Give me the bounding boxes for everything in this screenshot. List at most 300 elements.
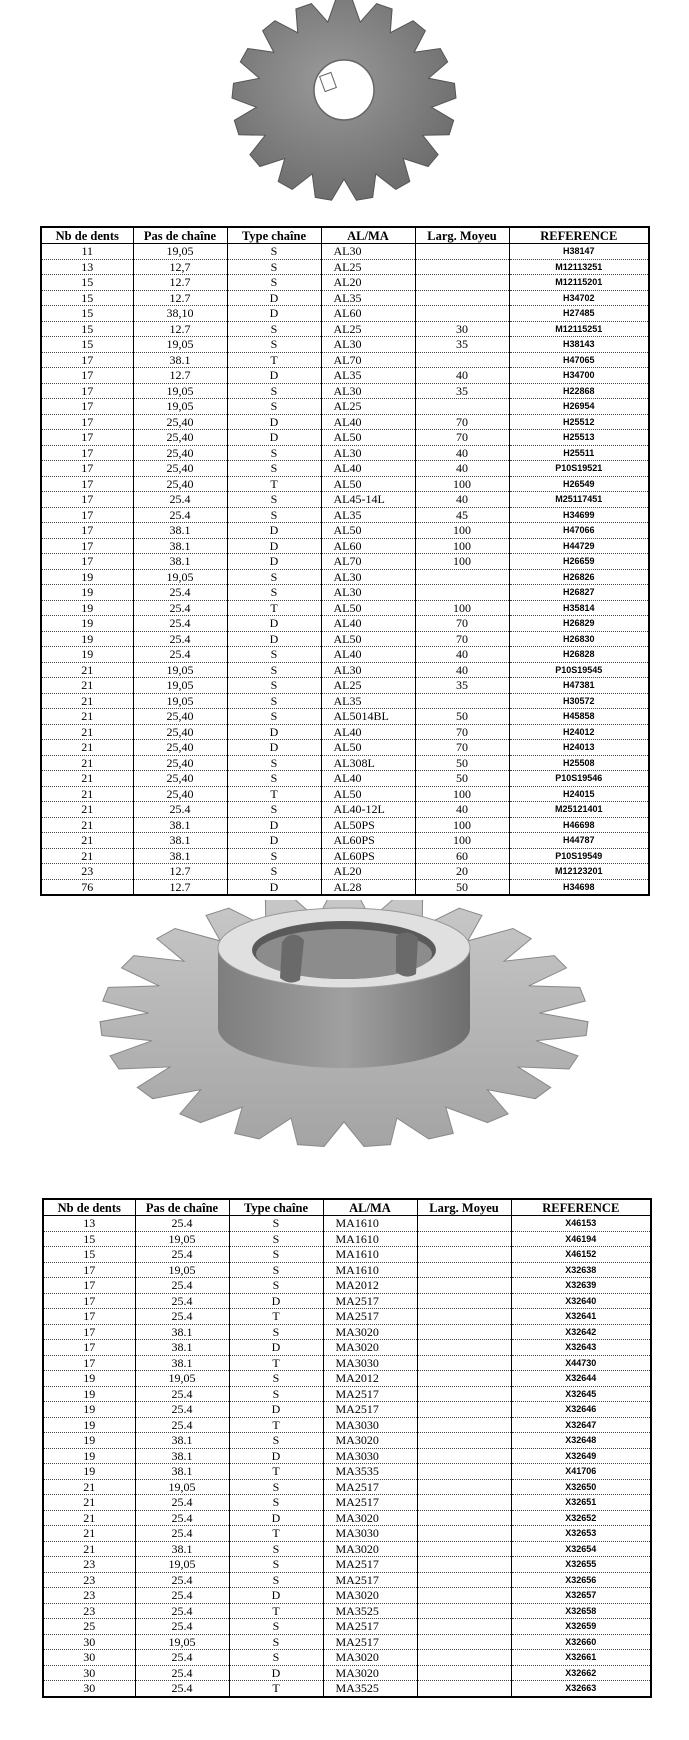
cell-hub-width bbox=[417, 1262, 511, 1278]
cell-chain-type: T bbox=[229, 1603, 323, 1619]
cell-al-ma: MA3020 bbox=[323, 1324, 417, 1340]
cell-chain-type: S bbox=[229, 1216, 323, 1232]
cell-teeth: 15 bbox=[41, 306, 133, 322]
cell-pitch: 12.7 bbox=[133, 368, 227, 384]
cell-al-ma: MA2012 bbox=[323, 1278, 417, 1294]
header-teeth: Nb de dents bbox=[41, 227, 133, 244]
cell-al-ma: AL50 bbox=[321, 430, 415, 446]
cell-reference: H25513 bbox=[509, 430, 649, 446]
cell-hub-width bbox=[417, 1588, 511, 1604]
table-row bbox=[41, 523, 649, 539]
cell-teeth: 23 bbox=[43, 1603, 135, 1619]
cell-chain-type: S bbox=[227, 802, 321, 818]
cell-pitch: 25.4 bbox=[135, 1665, 229, 1681]
table-row bbox=[41, 600, 649, 616]
cell-reference: X32639 bbox=[511, 1278, 651, 1294]
table-row bbox=[43, 1309, 651, 1325]
cell-pitch: 19,05 bbox=[133, 337, 227, 353]
table-row bbox=[41, 445, 649, 461]
cell-teeth: 17 bbox=[43, 1278, 135, 1294]
cell-hub-width: 30 bbox=[415, 321, 509, 337]
cell-pitch: 25.4 bbox=[135, 1603, 229, 1619]
cell-hub-width: 20 bbox=[415, 864, 509, 880]
cell-teeth: 19 bbox=[41, 569, 133, 585]
table-row bbox=[41, 647, 649, 663]
table-row bbox=[41, 693, 649, 709]
cell-al-ma: AL60 bbox=[321, 306, 415, 322]
cell-teeth: 23 bbox=[43, 1588, 135, 1604]
cell-hub-width: 70 bbox=[415, 724, 509, 740]
cell-chain-type: T bbox=[229, 1355, 323, 1371]
table-header-row bbox=[43, 1199, 651, 1216]
cell-reference: X32658 bbox=[511, 1603, 651, 1619]
table-row bbox=[43, 1665, 651, 1681]
cell-teeth: 21 bbox=[41, 771, 133, 787]
cell-teeth: 30 bbox=[43, 1665, 135, 1681]
cell-chain-type: S bbox=[227, 399, 321, 415]
cell-teeth: 19 bbox=[41, 585, 133, 601]
cell-reference: H22868 bbox=[509, 383, 649, 399]
header-teeth: Nb de dents bbox=[43, 1199, 135, 1216]
cell-chain-type: D bbox=[229, 1402, 323, 1418]
cell-reference: X32655 bbox=[511, 1557, 651, 1573]
cell-al-ma: MA3020 bbox=[323, 1510, 417, 1526]
cell-pitch: 25.4 bbox=[135, 1572, 229, 1588]
cell-hub-width bbox=[417, 1355, 511, 1371]
cell-hub-width bbox=[417, 1526, 511, 1542]
cell-al-ma: AL308L bbox=[321, 755, 415, 771]
cell-hub-width bbox=[415, 259, 509, 275]
cell-reference: H27485 bbox=[509, 306, 649, 322]
cell-reference: X32646 bbox=[511, 1402, 651, 1418]
cell-al-ma: MA2517 bbox=[323, 1557, 417, 1573]
cell-reference: H47066 bbox=[509, 523, 649, 539]
table-row bbox=[41, 290, 649, 306]
cell-al-ma: AL40 bbox=[321, 771, 415, 787]
cell-pitch: 25,40 bbox=[133, 461, 227, 477]
cell-reference: H38143 bbox=[509, 337, 649, 353]
cell-chain-type: D bbox=[227, 631, 321, 647]
table-row bbox=[41, 740, 649, 756]
cell-reference: H26549 bbox=[509, 476, 649, 492]
cell-chain-type: S bbox=[227, 662, 321, 678]
cell-al-ma: AL30 bbox=[321, 383, 415, 399]
cell-pitch: 25,40 bbox=[133, 414, 227, 430]
cell-reference: H25508 bbox=[509, 755, 649, 771]
cell-al-ma: MA2517 bbox=[323, 1634, 417, 1650]
cell-teeth: 21 bbox=[41, 693, 133, 709]
cell-reference: X46152 bbox=[511, 1247, 651, 1263]
cell-al-ma: AL40 bbox=[321, 647, 415, 663]
cell-teeth: 25 bbox=[43, 1619, 135, 1635]
cell-pitch: 38.1 bbox=[133, 352, 227, 368]
cell-al-ma: MA1610 bbox=[323, 1216, 417, 1232]
cell-teeth: 17 bbox=[41, 445, 133, 461]
cell-chain-type: T bbox=[229, 1681, 323, 1697]
cell-teeth: 21 bbox=[41, 833, 133, 849]
cell-teeth: 19 bbox=[43, 1417, 135, 1433]
cell-al-ma: MA3030 bbox=[323, 1526, 417, 1542]
cell-pitch: 25.4 bbox=[135, 1526, 229, 1542]
cell-teeth: 17 bbox=[41, 414, 133, 430]
table-row bbox=[41, 709, 649, 725]
cell-reference: X32651 bbox=[511, 1495, 651, 1511]
table-row bbox=[43, 1262, 651, 1278]
cell-reference: M25117451 bbox=[509, 492, 649, 508]
cell-reference: P10S19546 bbox=[509, 771, 649, 787]
cell-chain-type: S bbox=[227, 445, 321, 461]
cell-reference: H44787 bbox=[509, 833, 649, 849]
header-chain-type: Type chaîne bbox=[227, 227, 321, 244]
cell-pitch: 25.4 bbox=[135, 1402, 229, 1418]
header-reference: REFERENCE bbox=[511, 1199, 651, 1216]
table-row bbox=[43, 1619, 651, 1635]
taper-bush-screw bbox=[280, 934, 304, 982]
cell-reference: X32640 bbox=[511, 1293, 651, 1309]
cell-pitch: 25.4 bbox=[135, 1417, 229, 1433]
cell-al-ma: MA3020 bbox=[323, 1541, 417, 1557]
cell-pitch: 19,05 bbox=[133, 569, 227, 585]
cell-pitch: 25,40 bbox=[133, 771, 227, 787]
cell-hub-width: 70 bbox=[415, 616, 509, 632]
cell-reference: X32647 bbox=[511, 1417, 651, 1433]
table-row bbox=[43, 1541, 651, 1557]
table-row bbox=[41, 771, 649, 787]
cell-chain-type: S bbox=[227, 848, 321, 864]
cell-al-ma: AL25 bbox=[321, 678, 415, 694]
cell-teeth: 23 bbox=[43, 1557, 135, 1573]
cell-teeth: 15 bbox=[41, 337, 133, 353]
cell-pitch: 25,40 bbox=[133, 709, 227, 725]
cell-hub-width bbox=[417, 1510, 511, 1526]
table-row bbox=[43, 1526, 651, 1542]
cell-teeth: 17 bbox=[41, 538, 133, 554]
table-row bbox=[41, 306, 649, 322]
cell-teeth: 11 bbox=[41, 244, 133, 260]
cell-al-ma: AL30 bbox=[321, 569, 415, 585]
cell-teeth: 13 bbox=[41, 259, 133, 275]
cell-teeth: 21 bbox=[41, 786, 133, 802]
table-row bbox=[43, 1247, 651, 1263]
header-chain-type: Type chaîne bbox=[229, 1199, 323, 1216]
cell-teeth: 21 bbox=[43, 1526, 135, 1542]
cell-al-ma: AL25 bbox=[321, 321, 415, 337]
cell-hub-width bbox=[415, 275, 509, 291]
cell-teeth: 17 bbox=[43, 1324, 135, 1340]
cell-chain-type: S bbox=[229, 1557, 323, 1573]
sprocket-photo-taper-hub bbox=[0, 900, 689, 1185]
cell-reference: X32661 bbox=[511, 1650, 651, 1666]
cell-pitch: 38.1 bbox=[133, 817, 227, 833]
table-row bbox=[43, 1216, 651, 1232]
cell-teeth: 15 bbox=[43, 1231, 135, 1247]
cell-pitch: 25,40 bbox=[133, 786, 227, 802]
table-row bbox=[41, 538, 649, 554]
cell-teeth: 30 bbox=[43, 1634, 135, 1650]
cell-al-ma: AL40 bbox=[321, 616, 415, 632]
cell-teeth: 30 bbox=[43, 1650, 135, 1666]
cell-al-ma: MA3020 bbox=[323, 1665, 417, 1681]
cell-pitch: 19,05 bbox=[135, 1371, 229, 1387]
table-row bbox=[43, 1402, 651, 1418]
cell-hub-width: 40 bbox=[415, 662, 509, 678]
cell-chain-type: D bbox=[227, 306, 321, 322]
cell-al-ma: AL60PS bbox=[321, 848, 415, 864]
cell-chain-type: S bbox=[229, 1262, 323, 1278]
table-row bbox=[43, 1572, 651, 1588]
table-row bbox=[43, 1634, 651, 1650]
cell-pitch: 25.4 bbox=[135, 1510, 229, 1526]
cell-hub-width: 70 bbox=[415, 414, 509, 430]
cell-chain-type: T bbox=[229, 1417, 323, 1433]
cell-pitch: 25.4 bbox=[133, 647, 227, 663]
table-row bbox=[41, 678, 649, 694]
cell-teeth: 76 bbox=[41, 879, 133, 895]
cell-reference: P10S19521 bbox=[509, 461, 649, 477]
cell-al-ma: MA1610 bbox=[323, 1247, 417, 1263]
table-row bbox=[43, 1433, 651, 1449]
cell-hub-width: 40 bbox=[415, 445, 509, 461]
cell-al-ma: AL25 bbox=[321, 259, 415, 275]
cell-hub-width: 40 bbox=[415, 802, 509, 818]
cell-al-ma: MA2517 bbox=[323, 1386, 417, 1402]
cell-al-ma: AL60 bbox=[321, 538, 415, 554]
cell-teeth: 19 bbox=[41, 647, 133, 663]
cell-chain-type: D bbox=[229, 1340, 323, 1356]
cell-al-ma: MA2012 bbox=[323, 1371, 417, 1387]
cell-teeth: 21 bbox=[41, 817, 133, 833]
cell-reference: H26827 bbox=[509, 585, 649, 601]
cell-al-ma: AL50 bbox=[321, 523, 415, 539]
cell-teeth: 17 bbox=[43, 1293, 135, 1309]
cell-reference: X46194 bbox=[511, 1231, 651, 1247]
cell-hub-width bbox=[415, 569, 509, 585]
cell-reference: H30572 bbox=[509, 693, 649, 709]
cell-al-ma: AL35 bbox=[321, 368, 415, 384]
cell-hub-width bbox=[415, 399, 509, 415]
cell-pitch: 25.4 bbox=[135, 1386, 229, 1402]
cell-pitch: 38.1 bbox=[135, 1464, 229, 1480]
cell-al-ma: AL5014BL bbox=[321, 709, 415, 725]
cell-reference: H26828 bbox=[509, 647, 649, 663]
cell-al-ma: AL20 bbox=[321, 275, 415, 291]
cell-hub-width: 100 bbox=[415, 538, 509, 554]
cell-pitch: 25.4 bbox=[133, 802, 227, 818]
cell-pitch: 12.7 bbox=[133, 275, 227, 291]
cell-al-ma: AL35 bbox=[321, 507, 415, 523]
cell-hub-width bbox=[417, 1557, 511, 1573]
table-row bbox=[41, 383, 649, 399]
cell-teeth: 21 bbox=[41, 848, 133, 864]
header-reference: REFERENCE bbox=[509, 227, 649, 244]
cell-teeth: 15 bbox=[41, 290, 133, 306]
cell-pitch: 19,05 bbox=[133, 678, 227, 694]
cell-reference: H25511 bbox=[509, 445, 649, 461]
table-row bbox=[41, 817, 649, 833]
cell-chain-type: T bbox=[229, 1526, 323, 1542]
cell-pitch: 25.4 bbox=[133, 600, 227, 616]
cell-chain-type: D bbox=[227, 368, 321, 384]
cell-chain-type: D bbox=[227, 414, 321, 430]
table-row bbox=[41, 879, 649, 895]
table-row bbox=[43, 1603, 651, 1619]
cell-hub-width: 50 bbox=[415, 771, 509, 787]
table-row bbox=[43, 1340, 651, 1356]
cell-chain-type: D bbox=[227, 538, 321, 554]
cell-hub-width bbox=[415, 352, 509, 368]
bore-hole bbox=[314, 60, 374, 120]
cell-pitch: 25.4 bbox=[135, 1495, 229, 1511]
cell-al-ma: AL50 bbox=[321, 631, 415, 647]
cell-teeth: 15 bbox=[41, 275, 133, 291]
cell-pitch: 25,40 bbox=[133, 430, 227, 446]
cell-chain-type: S bbox=[227, 647, 321, 663]
cell-reference: X32649 bbox=[511, 1448, 651, 1464]
cell-pitch: 38.1 bbox=[133, 554, 227, 570]
cell-hub-width bbox=[417, 1681, 511, 1697]
cell-reference: X32654 bbox=[511, 1541, 651, 1557]
cell-pitch: 19,05 bbox=[133, 399, 227, 415]
cell-pitch: 25.4 bbox=[133, 492, 227, 508]
cell-teeth: 21 bbox=[41, 802, 133, 818]
table-row bbox=[43, 1324, 651, 1340]
cell-teeth: 17 bbox=[41, 399, 133, 415]
cell-al-ma: MA3525 bbox=[323, 1603, 417, 1619]
cell-teeth: 19 bbox=[43, 1386, 135, 1402]
cell-al-ma: AL25 bbox=[321, 399, 415, 415]
cell-chain-type: S bbox=[227, 678, 321, 694]
cell-reference: X32657 bbox=[511, 1588, 651, 1604]
cell-hub-width: 100 bbox=[415, 817, 509, 833]
table-row bbox=[43, 1464, 651, 1480]
table-row bbox=[43, 1510, 651, 1526]
cell-chain-type: T bbox=[229, 1464, 323, 1480]
cell-pitch: 25,40 bbox=[133, 755, 227, 771]
cell-reference: H26830 bbox=[509, 631, 649, 647]
cell-chain-type: D bbox=[227, 554, 321, 570]
cell-al-ma: AL50 bbox=[321, 476, 415, 492]
table-header-row bbox=[41, 227, 649, 244]
cell-chain-type: S bbox=[227, 259, 321, 275]
cell-teeth: 19 bbox=[41, 631, 133, 647]
cell-chain-type: D bbox=[227, 833, 321, 849]
cell-al-ma: AL40 bbox=[321, 414, 415, 430]
cell-chain-type: S bbox=[229, 1479, 323, 1495]
cell-pitch: 38.1 bbox=[135, 1324, 229, 1340]
cell-reference: H24015 bbox=[509, 786, 649, 802]
cell-pitch: 12.7 bbox=[133, 321, 227, 337]
table-row bbox=[41, 476, 649, 492]
cell-hub-width bbox=[417, 1603, 511, 1619]
table-row bbox=[41, 755, 649, 771]
cell-al-ma: AL35 bbox=[321, 290, 415, 306]
cell-hub-width: 60 bbox=[415, 848, 509, 864]
cell-reference: H25512 bbox=[509, 414, 649, 430]
cell-teeth: 17 bbox=[41, 523, 133, 539]
cell-hub-width: 40 bbox=[415, 492, 509, 508]
cell-hub-width: 40 bbox=[415, 461, 509, 477]
cell-al-ma: AL28 bbox=[321, 879, 415, 895]
cell-chain-type: D bbox=[229, 1588, 323, 1604]
cell-hub-width bbox=[417, 1634, 511, 1650]
cell-chain-type: S bbox=[227, 709, 321, 725]
sprocket-table-ma bbox=[42, 1198, 652, 1698]
cell-pitch: 25.4 bbox=[135, 1650, 229, 1666]
table-row bbox=[41, 507, 649, 523]
cell-hub-width bbox=[417, 1495, 511, 1511]
cell-reference: X32659 bbox=[511, 1619, 651, 1635]
cell-chain-type: T bbox=[229, 1309, 323, 1325]
cell-teeth: 17 bbox=[41, 430, 133, 446]
table-row bbox=[41, 848, 649, 864]
table-row bbox=[43, 1650, 651, 1666]
cell-hub-width bbox=[415, 306, 509, 322]
cell-hub-width bbox=[417, 1216, 511, 1232]
cell-pitch: 12.7 bbox=[133, 879, 227, 895]
cell-pitch: 19,05 bbox=[133, 662, 227, 678]
table-row bbox=[41, 802, 649, 818]
cell-pitch: 38.1 bbox=[133, 538, 227, 554]
cell-reference: H38147 bbox=[509, 244, 649, 260]
cell-reference: M12115251 bbox=[509, 321, 649, 337]
cell-chain-type: S bbox=[229, 1650, 323, 1666]
cell-pitch: 38.1 bbox=[135, 1448, 229, 1464]
cell-teeth: 19 bbox=[43, 1464, 135, 1480]
cell-reference: H24012 bbox=[509, 724, 649, 740]
table-row bbox=[43, 1371, 651, 1387]
cell-reference: H35814 bbox=[509, 600, 649, 616]
cell-teeth: 23 bbox=[41, 864, 133, 880]
cell-al-ma: MA2517 bbox=[323, 1479, 417, 1495]
cell-reference: X46153 bbox=[511, 1216, 651, 1232]
sprocket-photo-bore bbox=[0, 0, 689, 222]
header-al-ma: AL/MA bbox=[321, 227, 415, 244]
cell-al-ma: AL30 bbox=[321, 585, 415, 601]
cell-hub-width bbox=[417, 1324, 511, 1340]
cell-al-ma: MA3020 bbox=[323, 1650, 417, 1666]
cell-reference: X32650 bbox=[511, 1479, 651, 1495]
cell-pitch: 19,05 bbox=[133, 244, 227, 260]
cell-reference: X32648 bbox=[511, 1433, 651, 1449]
cell-chain-type: S bbox=[227, 321, 321, 337]
cell-al-ma: MA3525 bbox=[323, 1681, 417, 1697]
cell-chain-type: T bbox=[227, 352, 321, 368]
cell-pitch: 12.7 bbox=[133, 290, 227, 306]
cell-chain-type: D bbox=[229, 1293, 323, 1309]
cell-pitch: 25.4 bbox=[133, 631, 227, 647]
cell-al-ma: AL30 bbox=[321, 244, 415, 260]
table-row bbox=[41, 414, 649, 430]
cell-hub-width: 35 bbox=[415, 678, 509, 694]
cell-chain-type: S bbox=[227, 461, 321, 477]
cell-chain-type: D bbox=[227, 724, 321, 740]
cell-hub-width: 70 bbox=[415, 430, 509, 446]
cell-chain-type: S bbox=[229, 1386, 323, 1402]
cell-chain-type: D bbox=[227, 430, 321, 446]
cell-reference: H45858 bbox=[509, 709, 649, 725]
cell-reference: H44729 bbox=[509, 538, 649, 554]
cell-reference: X32652 bbox=[511, 1510, 651, 1526]
table-row bbox=[41, 275, 649, 291]
cell-hub-width bbox=[417, 1541, 511, 1557]
cell-teeth: 17 bbox=[41, 352, 133, 368]
cell-chain-type: D bbox=[227, 523, 321, 539]
table-row bbox=[43, 1681, 651, 1697]
cell-al-ma: AL70 bbox=[321, 352, 415, 368]
cell-chain-type: S bbox=[227, 244, 321, 260]
table-row bbox=[43, 1495, 651, 1511]
cell-reference: H34700 bbox=[509, 368, 649, 384]
